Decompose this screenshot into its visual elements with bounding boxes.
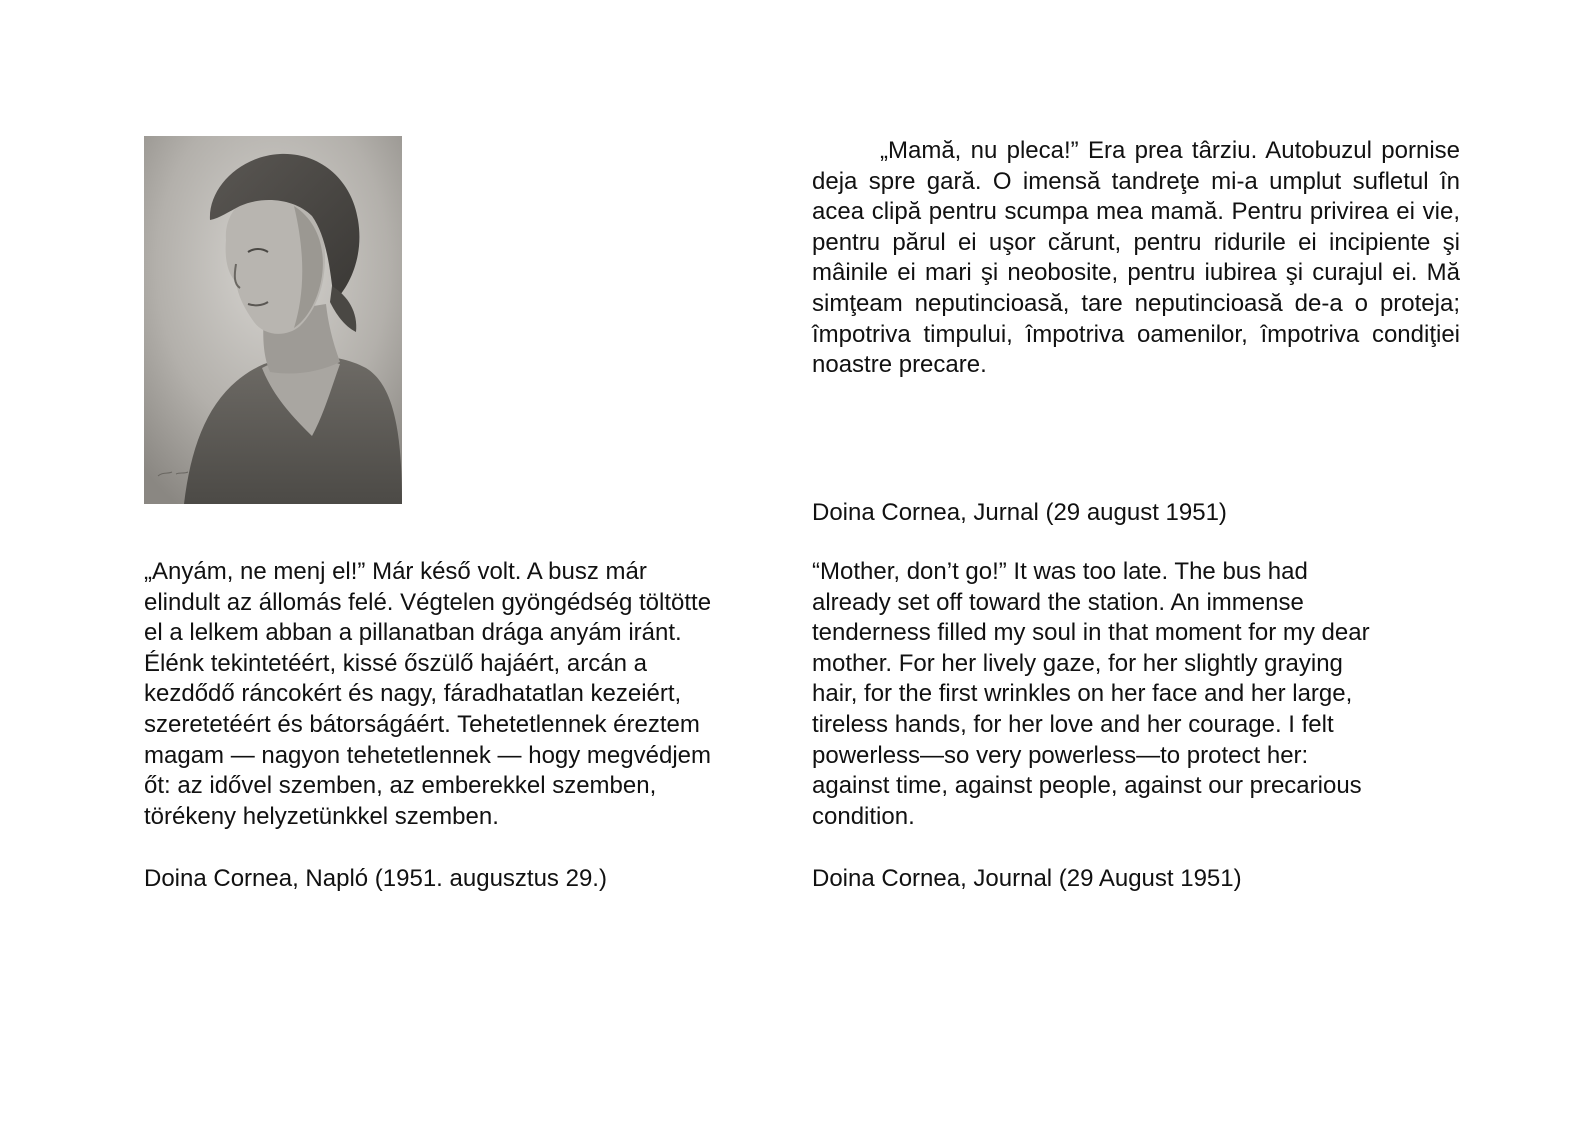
english-line: hair, for the first wrinkles on her face and her large, <box>812 680 1353 708</box>
english-line: against time, against people, against our precarious <box>812 772 1362 800</box>
hungarian-line: őt: az idővel szemben, az emberekkel szemben, <box>144 772 657 800</box>
pencil-portrait-icon <box>144 136 402 504</box>
english-caption: Doina Cornea, Journal (29 August 1951) <box>812 865 1242 892</box>
hungarian-line: elindult az állomás felé. Végtelen gyöngédség töltötte <box>144 588 712 616</box>
english-paragraph <box>812 557 1460 832</box>
hungarian-line: szeretetéért és bátorságáért. Tehetetlennek éreztem <box>144 710 700 738</box>
hungarian-caption: Doina Cornea, Napló (1951. augusztus 29.) <box>144 865 607 892</box>
english-line: powerless—so very powerless—to protect her: <box>812 741 1309 769</box>
hungarian-line: törékeny helyzetünkkel szemben. <box>144 802 499 830</box>
english-line: tenderness filled my soul in that moment for my dear <box>812 619 1370 647</box>
english-line: tireless hands, for her love and her courage. I felt <box>812 710 1334 738</box>
hungarian-line: el a lelkem abban a pillanatban drága anyám iránt. <box>144 619 682 647</box>
english-line: “Mother, don’t go!” It was too late. The bus had <box>812 558 1308 585</box>
hungarian-line: „Anyám, ne menj el!” Már késő volt. A busz már <box>144 558 647 585</box>
hungarian-line: kezdődő ráncokért és nagy, fáradhatatlan kezeiért, <box>144 680 682 708</box>
english-line: mother. For her lively gaze, for her slightly graying <box>812 649 1343 677</box>
hungarian-paragraph <box>144 557 784 832</box>
english-line: condition. <box>812 802 915 830</box>
hungarian-line: Élénk tekintetéért, kissé őszülő hajáért, arcán a <box>144 649 647 677</box>
english-line: already set off toward the station. An immense <box>812 588 1304 616</box>
romanian-paragraph: „Mamă, nu pleca!” Era prea târziu. Autobuzul pornise deja spre gară. O imensă tandreţe mi-a umplut sufletul în acea clipă pentru scumpa mea mamă. Pentru privirea ei vie, pentru părul ei uşor cărunt, pentru ridurile ei incipiente şi mâinile ei mari şi neobosite, pentru iubirea şi curajul ei. Mă simţeam neputincioasă, tare neputincioasă de-a o proteja; împotriva timpului, împotriva oamenilor, împotriva condiţiei noastre precare. <box>812 137 1460 379</box>
hungarian-line: magam — nagyon tehetetlennek — hogy megvédjem <box>144 741 711 769</box>
romanian-caption: Doina Cornea, Jurnal (29 august 1951) <box>812 499 1227 526</box>
portrait-drawing <box>144 136 402 504</box>
